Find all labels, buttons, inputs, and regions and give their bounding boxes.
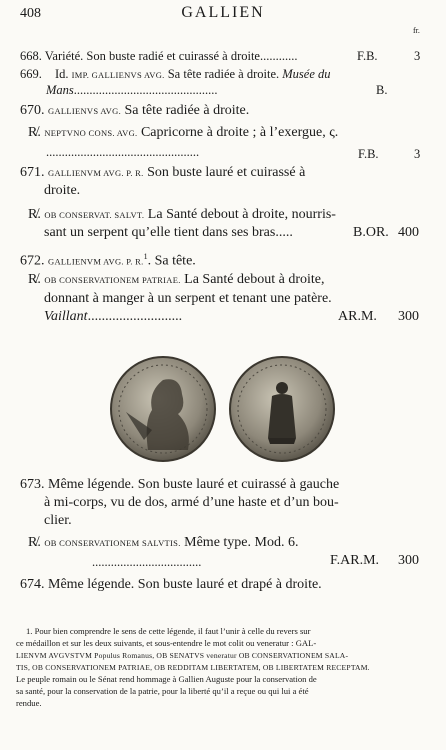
column-header-francs: fr. xyxy=(413,26,420,35)
obverse-coin-icon xyxy=(111,357,215,461)
entry-671: 671. GALLIENVM AVG. P. R. Son buste lauré et cuirassé à xyxy=(20,165,306,180)
grade-673: F.AR.M. xyxy=(330,553,380,568)
footnote-line: TIS, OB CONSERVATIONEM PATRIAE, OB REDDITAM LIBERTATEM, OB LIBERTATEM RECEPTAM. xyxy=(16,663,370,672)
reverse-672-cont: donnant à manger à un serpent et tenant une patère. xyxy=(44,291,332,306)
reverse-672: R̸. OB CONSERVATIONEM PATRIAE. La Santé debout à droite, xyxy=(28,272,325,287)
footnote-line: 1. Pour bien comprendre le sens de cette légende, il faut l’unir à celle du revers sur xyxy=(26,626,311,636)
grade-669: B. xyxy=(376,83,388,97)
footnote-line: rendue. xyxy=(16,698,42,708)
entry-671-cont: droite. xyxy=(44,183,81,198)
price-671: 400 xyxy=(398,225,419,240)
grade-671: B.OR. xyxy=(353,225,389,240)
reverse-670: R̸. NEPTVNO CONS. AVG. Capricorne à droite ; à l’exergue, ς. xyxy=(28,125,339,140)
entry-669-cont: Mans.............................................. xyxy=(46,83,218,97)
reverse-673-dots: ................................... xyxy=(92,555,202,569)
entry-674: 674. Même légende. Son buste lauré et drapé à droite. xyxy=(20,577,322,592)
reverse-670-dots: ................................................. xyxy=(46,145,200,159)
reverse-672-source: Vaillant........................... xyxy=(44,309,183,324)
grade-672: AR.M. xyxy=(338,309,377,324)
reverse-673: R̸. OB CONSERVATIONEM SALVTIS. Même type. Mod. 6. xyxy=(28,535,299,550)
price-673: 300 xyxy=(398,553,419,568)
entry-670: 670. GALLIENVS AVG. Sa tête radiée à droite. xyxy=(20,103,250,118)
reverse-coin-icon xyxy=(230,357,334,461)
entry-673-cont: à mi-corps, vu de dos, armé d’une haste et d’un bou- xyxy=(44,495,339,510)
price-670: 3 xyxy=(414,147,421,161)
page-number: 408 xyxy=(20,6,41,21)
entry-673: 673. Même légende. Son buste lauré et cuirassé à gauche xyxy=(20,477,340,492)
price-668: 3 xyxy=(414,49,421,63)
entry-673-cont2: clier. xyxy=(44,513,72,528)
footnote-line: ce médaillon et sur les deux suivants, et sous-entendre le mot colit ou veneratur : GAL- xyxy=(16,638,317,648)
grade-670: F.B. xyxy=(358,147,379,161)
entry-668: 668. Variété. Son buste radié et cuirassé à droite............ xyxy=(20,49,298,63)
reverse-671: R̸. OB CONSERVAT. SALVT. La Santé debout à droite, nourris- xyxy=(28,207,336,222)
grade-668: F.B. xyxy=(357,49,378,63)
coin-illustration xyxy=(108,352,338,467)
reverse-671-cont: sant un serpent qu’elle tient dans ses bras..... xyxy=(44,225,293,240)
footnote-line: sa santé, pour la conservation de la patrie, pour la liberté qu’il a reçue ou qui lui a été xyxy=(16,686,309,696)
entry-669: 669. Id. IMP. GALLIENVS AVG. Sa tête radiée à droite. Musée du xyxy=(20,67,331,81)
footnote-line: LIENVM AVGVSTVM Populus Romanus, OB SENATVS veneratur OB CONSERVATIONEM SALA- xyxy=(16,651,349,660)
footnote-line: Le peuple romain ou le Sénat rend hommage à Gallien Auguste pour la conservation de xyxy=(16,674,317,684)
entry-672: 672. GALLIENVM AVG. P. R.$^1$. Sa tête. xyxy=(20,252,196,269)
running-head: GALLIEN xyxy=(181,4,265,21)
price-672: 300 xyxy=(398,309,419,324)
